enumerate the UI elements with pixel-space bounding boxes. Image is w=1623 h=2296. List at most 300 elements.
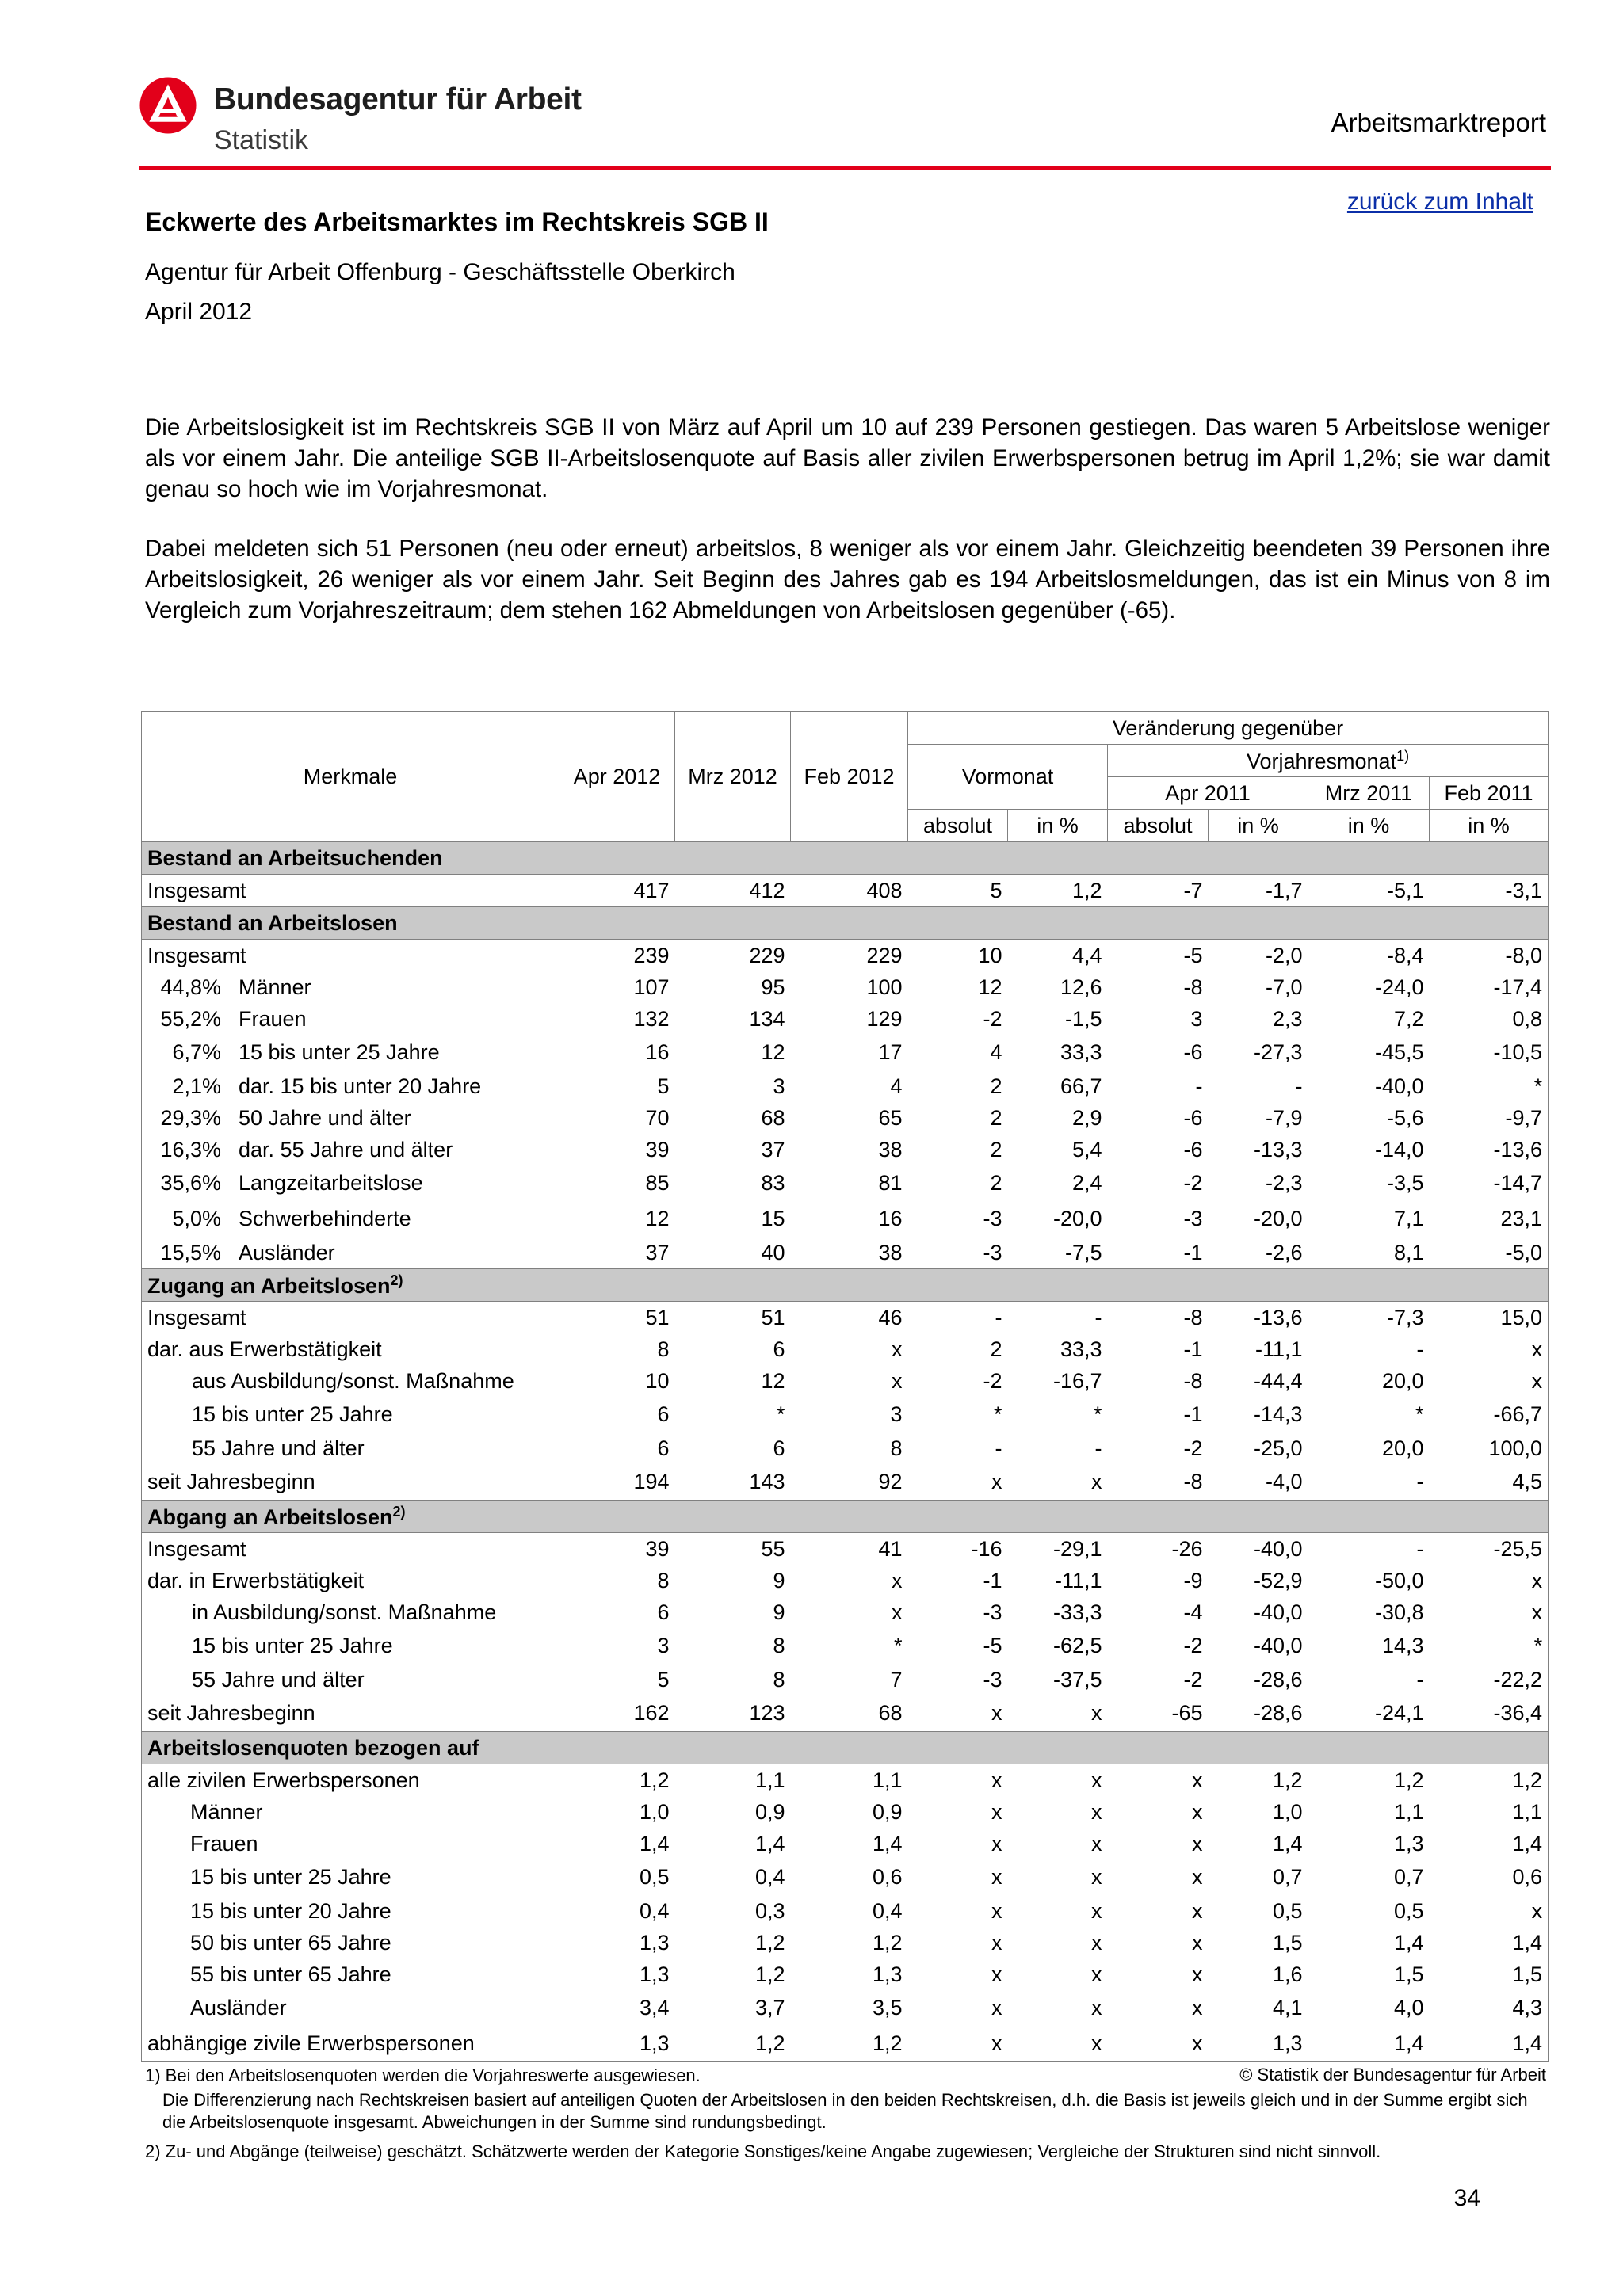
table-cell: 408 [866, 878, 903, 902]
table-cell: -62,5 [1052, 1634, 1102, 1657]
table-cell: x [1091, 1831, 1102, 1855]
table-cell: x [991, 1962, 1002, 1986]
row-label-text: seit Jahresbeginn [147, 1470, 315, 1493]
table-cell: 1,4 [1393, 1930, 1424, 1955]
table-row [142, 1828, 1549, 1859]
table-cell: 0,7 [1393, 1865, 1424, 1889]
table-cell: x [1430, 1333, 1549, 1365]
table-row [142, 1464, 1549, 1501]
table-cell: * [1430, 1070, 1549, 1102]
table-row [142, 1134, 1549, 1165]
table-cell: 1,4 [1430, 2026, 1549, 2062]
table-cell: 8 [773, 1634, 785, 1657]
table-cell: -17,4 [1430, 971, 1549, 1003]
table-cell: 3 [1190, 1006, 1203, 1031]
table-cell: -2,0 [1265, 943, 1303, 967]
table-cell: -33,3 [1052, 1600, 1102, 1624]
table-cell: 3,5 [872, 1996, 903, 2019]
table-cell: 1,4 [1272, 1831, 1303, 1855]
table-cell: 12 [761, 1040, 785, 1064]
table-cell: 70 [645, 1105, 670, 1130]
header-absolut: absolut [1108, 810, 1209, 842]
header-divider [139, 166, 1551, 170]
table-cell: 1,2 [754, 1930, 785, 1955]
table-row [142, 1397, 1549, 1432]
table-cell: 1,3 [1393, 1831, 1424, 1855]
table-cell: 129 [866, 1006, 903, 1031]
row-label-text: dar. 15 bis unter 20 Jahre [239, 1074, 482, 1098]
share-percent: 35,6% [160, 1171, 221, 1195]
brand-name: Bundesagentur für Arbeit [214, 82, 582, 116]
table-cell: 229 [866, 943, 903, 967]
table-cell: 16 [878, 1207, 903, 1230]
table-cell: -16,7 [1052, 1368, 1102, 1393]
row-label [142, 1764, 559, 1797]
table-cell: -50,0 [1374, 1568, 1424, 1592]
table-row [142, 875, 1549, 907]
table-cell: 66,7 [1060, 1074, 1102, 1098]
table-cell: 12 [761, 1368, 785, 1393]
table-cell: 1,4 [1430, 1828, 1549, 1859]
table-cell: -3,1 [1430, 875, 1549, 907]
report-title: Arbeitsmarktreport [1331, 108, 1546, 137]
table-cell: 15 [761, 1207, 785, 1230]
table-cell: -25,0 [1253, 1436, 1303, 1460]
section-label: Abgang an Arbeitslosen$^{2)}$ [142, 1501, 559, 1533]
table-cell: -7,3 [1386, 1305, 1424, 1329]
table-cell: - [1195, 1074, 1203, 1098]
table-row [142, 1365, 1549, 1397]
row-label [142, 1796, 559, 1828]
table-cell: 6 [773, 1337, 785, 1361]
row-label [142, 1432, 559, 1464]
table-cell: 1,4 [1308, 2026, 1430, 2062]
row-label [142, 1464, 559, 1501]
footnote-ref-2: 2) [392, 1503, 406, 1520]
row-label [142, 1859, 559, 1895]
table-cell: x [1192, 1996, 1203, 2019]
page-number: 34 [1453, 2185, 1480, 2211]
share-percent: 2,1% [172, 1074, 221, 1098]
table-cell: -6 [1183, 1137, 1203, 1161]
table-row [142, 1432, 1549, 1464]
table-cell: 1,4 [1430, 1927, 1549, 1958]
table-cell: -30,8 [1374, 1600, 1424, 1624]
table-row [142, 1565, 1549, 1596]
table-cell: -7,5 [1064, 1240, 1102, 1264]
table-row [142, 1990, 1549, 2026]
section-label: Bestand an Arbeitslosen [142, 907, 559, 940]
table-cell: x [991, 1831, 1002, 1855]
table-cell: 9 [773, 1568, 785, 1592]
header-mrz-2012: Mrz 2012 [675, 712, 791, 842]
key-figures-table [141, 711, 1549, 2062]
row-label [142, 1302, 559, 1334]
table-cell: -45,5 [1374, 1040, 1424, 1064]
table-cell: 0,5 [1393, 1898, 1424, 1923]
table-cell: 68 [761, 1105, 785, 1130]
table-cell: -5,0 [1430, 1237, 1549, 1269]
table-cell: -36,4 [1430, 1695, 1549, 1732]
table-cell: 1,2 [1071, 878, 1102, 902]
table-cell: 229 [749, 943, 785, 967]
table-cell: x [991, 1898, 1002, 1923]
table-cell: 1,1 [754, 1768, 785, 1792]
header-feb-2012: Feb 2012 [791, 712, 908, 842]
row-label [142, 875, 559, 907]
header-merkmale: Merkmale [142, 712, 559, 842]
table-cell: -25,5 [1430, 1533, 1549, 1566]
table-cell: 51 [645, 1305, 670, 1329]
table-cell: - [1416, 1337, 1424, 1361]
table-cell: -2 [1183, 1667, 1203, 1691]
table-cell: -4,0 [1265, 1470, 1303, 1493]
table-cell: * [1415, 1402, 1424, 1426]
table-cell: 85 [645, 1171, 670, 1195]
table-cell: 123 [749, 1701, 785, 1725]
table-cell: 107 [633, 974, 670, 999]
table-cell: -8 [1183, 1470, 1203, 1493]
table-cell: 1,0 [639, 1799, 670, 1824]
row-label-text: Langzeitarbeitslose [239, 1171, 423, 1195]
table-cell: - [1416, 1667, 1424, 1691]
table-cell: -2,6 [1265, 1240, 1303, 1264]
table-cell: -8 [1183, 1368, 1203, 1393]
table-cell: 3,7 [754, 1996, 785, 2019]
table-cell: 1,3 [639, 1930, 670, 1955]
table-cell: -24,1 [1374, 1701, 1424, 1725]
table-cell: 0,6 [872, 1865, 903, 1889]
table-cell: 2 [990, 1137, 1002, 1161]
row-label-text: dar. aus Erwerbstätigkeit [147, 1337, 382, 1361]
section-row [142, 1501, 1549, 1533]
summary-paragraph-2: Dabei meldeten sich 51 Personen (neu oder erneut) arbeitslos, 8 weniger als vor einem Jahr. Gleichzeitig beendeten 39 Personen ihre Arbeitslosigkeit, 26 weniger als vor einem Jahr. Seit Beginn des Jahres gab es 194 Arbeitslosmeldungen, das ist ein Minus von 8 im Vergleich zum Vorjahreszeitraum; dem stehen 162 Abmeldungen von Arbeitslosen gegenüber (-65). [145, 536, 1550, 624]
table-cell: 1,1 [1393, 1799, 1424, 1824]
table-cell: x [892, 1568, 903, 1592]
table-cell: 2 [990, 1171, 1002, 1195]
table-cell: -28,6 [1253, 1701, 1303, 1725]
table-cell: 143 [749, 1470, 785, 1493]
table-cell: 1,3 [639, 1962, 670, 1986]
table-cell: x [1192, 1831, 1203, 1855]
table-cell: 162 [633, 1701, 670, 1725]
brand-subtitle: Statistik [214, 125, 309, 155]
table-cell: 0,9 [754, 1799, 785, 1824]
table-cell: x [1192, 1865, 1203, 1889]
row-label-text: in Ausbildung/sonst. Maßnahme [192, 1600, 497, 1624]
table-cell: 9 [773, 1600, 785, 1624]
table-cell: x [892, 1337, 903, 1361]
table-cell: 1,2 [1430, 1764, 1549, 1797]
table-cell: 81 [878, 1171, 903, 1195]
table-cell: -37,5 [1052, 1667, 1102, 1691]
table-row [142, 1796, 1549, 1828]
table-cell: -1,5 [1064, 1006, 1102, 1031]
row-label [142, 1134, 559, 1165]
row-label [142, 1201, 559, 1237]
table-cell: - [995, 1436, 1002, 1460]
table-cell: -8 [1183, 974, 1203, 999]
table-cell: 1,3 [1209, 2026, 1308, 2062]
table-cell: - [1416, 1470, 1424, 1493]
table-row [142, 1070, 1549, 1102]
table-cell: 4,3 [1430, 1990, 1549, 2026]
table-cell: -29,1 [1052, 1536, 1102, 1561]
table-cell: * [893, 1634, 903, 1657]
table-cell: - [1094, 1436, 1102, 1460]
table-cell: 65 [878, 1105, 903, 1130]
section-row [142, 1732, 1549, 1764]
header-vormonat: Vormonat [908, 745, 1108, 810]
table-cell: -22,2 [1430, 1664, 1549, 1695]
row-label-text: alle zivilen Erwerbspersonen [147, 1768, 420, 1792]
section-fill [559, 1732, 1549, 1764]
table-cell: x [1430, 1596, 1549, 1628]
table-cell: -52,9 [1253, 1568, 1303, 1592]
row-label-text: 15 bis unter 25 Jahre [192, 1634, 393, 1657]
table-cell: -44,4 [1253, 1368, 1303, 1393]
table-cell: x [1108, 2026, 1209, 2062]
table-cell: 5 [990, 878, 1002, 902]
table-cell: x [1192, 1799, 1203, 1824]
row-label-text: Ausländer [239, 1240, 335, 1264]
table-cell: x [1430, 1565, 1549, 1596]
table-cell: x [991, 1865, 1002, 1889]
table-cell: 0,7 [1272, 1865, 1303, 1889]
table-cell: x [1091, 1865, 1102, 1889]
table-cell: 1,2 [754, 1962, 785, 1986]
table-cell: 3 [657, 1634, 670, 1657]
header-in-pct: in % [1308, 810, 1430, 842]
share-percent: 44,8% [160, 974, 221, 999]
table-cell: 0,5 [639, 1865, 670, 1889]
section-row [142, 842, 1549, 875]
row-label-text: 55 Jahre und älter [192, 1436, 365, 1460]
back-to-contents-link[interactable]: zurück zum Inhalt [1346, 189, 1533, 215]
table-cell: -14,3 [1253, 1402, 1303, 1426]
table-cell: x [1091, 1962, 1102, 1986]
footnote-1: 1) Bei den Arbeitslosenquoten werden die Vorjahreswerte ausgewiesen. [145, 2065, 701, 2085]
table-cell: -3 [983, 1240, 1002, 1264]
table-cell: x [892, 1600, 903, 1624]
table-cell: 46 [878, 1305, 903, 1329]
table-cell: 8 [657, 1568, 670, 1592]
row-label-text: 15 bis unter 20 Jahre [190, 1898, 391, 1923]
table-cell: 33,3 [1060, 1337, 1102, 1361]
section-fill [559, 842, 1549, 875]
table-cell: 0,5 [1272, 1898, 1303, 1923]
table-cell: -1 [1183, 1337, 1203, 1361]
table-cell: -3 [983, 1207, 1002, 1230]
table-cell: 4,4 [1071, 943, 1102, 967]
row-label-text: 15 bis unter 25 Jahre [192, 1402, 393, 1426]
row-label-text: Schwerbehinderte [239, 1207, 411, 1230]
table-cell: -8,0 [1430, 940, 1549, 972]
table-cell: -7,9 [1265, 1105, 1303, 1130]
table-cell: -6 [1183, 1040, 1203, 1064]
table-cell: -40,0 [1253, 1600, 1303, 1624]
table-cell: 2 [990, 1337, 1002, 1361]
table-row [142, 1695, 1549, 1732]
table-cell: -5,6 [1386, 1105, 1424, 1130]
row-label-text: 15 bis unter 25 Jahre [190, 1865, 391, 1889]
table-row [142, 1102, 1549, 1134]
table-cell: 37 [761, 1137, 785, 1161]
table-row [142, 1237, 1549, 1269]
table-cell: -2 [1183, 1171, 1203, 1195]
table-cell: 55 [761, 1536, 785, 1561]
table-cell: 1,3 [872, 1962, 903, 1986]
table-cell: 1,4 [754, 1831, 785, 1855]
table-cell: -4 [1183, 1600, 1203, 1624]
row-label-text: Insgesamt [147, 943, 246, 967]
table-cell: -2 [983, 1006, 1002, 1031]
table-cell: 1,0 [1272, 1799, 1303, 1824]
row-label-text: 15 bis unter 25 Jahre [239, 1040, 440, 1064]
table-cell: 4,5 [1430, 1464, 1549, 1501]
header-apr-2012: Apr 2012 [559, 712, 675, 842]
table-cell: 5 [657, 1667, 670, 1691]
table-cell: -2,3 [1265, 1171, 1303, 1195]
table-cell: 83 [761, 1171, 785, 1195]
table-cell: 1,4 [639, 1831, 670, 1855]
table-cell: 14,3 [1381, 1634, 1424, 1657]
table-cell: -3 [983, 1667, 1002, 1691]
share-percent: 6,7% [172, 1040, 221, 1064]
table-cell: x [991, 1701, 1002, 1725]
table-cell: 39 [645, 1536, 670, 1561]
table-cell: - [1416, 1536, 1424, 1561]
table-cell: 1,5 [1393, 1962, 1424, 1986]
table-cell: -11,1 [1054, 1568, 1102, 1592]
row-label [142, 1365, 559, 1397]
table-cell: -26 [1171, 1536, 1203, 1561]
table-cell: 5,4 [1071, 1137, 1102, 1161]
table-cell: -2 [1183, 1634, 1203, 1657]
row-label [142, 1237, 559, 1269]
table-cell: -1 [983, 1568, 1002, 1592]
table-cell: x [908, 2026, 1008, 2062]
section-label: Bestand an Arbeitsuchenden [142, 842, 559, 875]
row-label [142, 1990, 559, 2026]
row-label [142, 1664, 559, 1695]
table-cell: - [995, 1305, 1002, 1329]
footnote-2: 2) Zu- und Abgänge (teilweise) geschätzt. Schätzwerte werden der Kategorie Sonstiges/keine Angabe zugewiesen; Vergleiche der Strukturen sind nicht sinnvoll. [145, 2142, 1381, 2161]
table-cell: 10 [978, 943, 1002, 967]
row-label-text: Insgesamt [147, 878, 246, 902]
row-label [142, 1958, 559, 1990]
table-cell: 1,2 [639, 1768, 670, 1792]
table-cell: -7 [1183, 878, 1203, 902]
table-cell: 0,4 [872, 1898, 903, 1923]
share-percent: 5,0% [172, 1207, 221, 1230]
share-percent: 15,5% [160, 1240, 221, 1264]
row-label-text: dar. 55 Jahre und älter [239, 1137, 453, 1161]
row-label [142, 1927, 559, 1958]
row-label [142, 1695, 559, 1732]
table-cell: 1,2 [791, 2026, 908, 2062]
agency-name: Agentur für Arbeit Offenburg - Geschäftsstelle Oberkirch [145, 259, 735, 285]
table-cell: 8 [773, 1667, 785, 1691]
table-cell: 2,9 [1071, 1105, 1102, 1130]
table-cell: -13,3 [1253, 1137, 1303, 1161]
share-percent: 29,3% [160, 1105, 221, 1130]
row-label [142, 971, 559, 1003]
table-cell: 39 [645, 1137, 670, 1161]
footnote-ref-2: 2) [390, 1272, 403, 1288]
table-cell: -3 [1183, 1207, 1203, 1230]
row-label [142, 1828, 559, 1859]
section-fill [559, 907, 1549, 940]
table-row [142, 1764, 1549, 1797]
row-label-text: 55 bis unter 65 Jahre [190, 1962, 391, 1986]
row-label-text: 55 Jahre und älter [192, 1667, 365, 1691]
table-cell: x [1091, 1701, 1102, 1725]
page-title: Eckwerte des Arbeitsmarktes im Rechtskreis SGB II [145, 208, 769, 236]
row-label [142, 1596, 559, 1628]
table-row [142, 1596, 1549, 1628]
row-label-text: aus Ausbildung/sonst. Maßnahme [192, 1368, 514, 1393]
header-feb-2011: Feb 2011 [1430, 777, 1549, 810]
table-cell: 95 [761, 974, 785, 999]
table-row [142, 1895, 1549, 1927]
table-cell: -40,0 [1253, 1634, 1303, 1657]
row-label [142, 2026, 559, 2062]
header-in-pct: in % [1209, 810, 1308, 842]
table-cell: 1,2 [1272, 1768, 1303, 1792]
row-label [142, 940, 559, 972]
table-cell: x [1192, 1898, 1203, 1923]
row-label-text: dar. in Erwerbstätigkeit [147, 1568, 365, 1592]
table-row [142, 971, 1549, 1003]
table-cell: x [991, 1799, 1002, 1824]
table-cell: - [1094, 1305, 1102, 1329]
table-row [142, 940, 1549, 972]
table-row [142, 1333, 1549, 1365]
table-cell: 4,1 [1272, 1996, 1303, 2019]
table-cell: 20,0 [1381, 1368, 1424, 1393]
table-cell: x [991, 1470, 1002, 1493]
table-cell: - [1295, 1074, 1303, 1098]
ba-logo-icon [139, 76, 197, 135]
table-cell: -28,6 [1253, 1667, 1303, 1691]
table-row [142, 1003, 1549, 1035]
table-cell: 0,4 [639, 1898, 670, 1923]
row-label-text: Insgesamt [147, 1305, 246, 1329]
table-cell: 2 [990, 1074, 1002, 1098]
table-cell: 6 [657, 1436, 670, 1460]
table-cell: * [993, 1402, 1002, 1426]
table-cell: 194 [633, 1470, 670, 1493]
table-cell: 132 [633, 1006, 670, 1031]
row-label [142, 1070, 559, 1102]
section-label: Arbeitslosenquoten bezogen auf [142, 1732, 559, 1764]
table-cell: -5,1 [1386, 878, 1424, 902]
table-cell: 15,0 [1430, 1302, 1549, 1334]
footnote-1-detail: Die Differenzierung nach Rechtskreisen basiert auf anteiligen Quoten der Arbeitslosen in den beiden Rechtskreisen, d.h. die Basis ist jeweils gleich und in der Summe ergibt sich die Arbeitslosenquote insgesamt. Abweichungen in der Summe sind rundungsbedingt. [162, 2090, 1528, 2132]
table-cell: x [1091, 1799, 1102, 1824]
table-cell: 8 [657, 1337, 670, 1361]
copyright: © Statistik der Bundesagentur für Arbeit [1239, 2065, 1546, 2084]
table-cell: -27,3 [1253, 1040, 1303, 1064]
summary-paragraph-1: Die Arbeitslosigkeit ist im Rechtskreis SGB II von März auf April um 10 auf 239 Personen gestiegen. Das waren 5 Arbeitslose weniger als vor einem Jahr. Die anteilige SGB II-Arbeitslosenquote auf Basis aller zivilen Erwerbspersonen betrug im April 1,2%; sie war damit genau so hoch wie im Vorjahresmonat. [145, 414, 1550, 502]
table-cell: -8,4 [1386, 943, 1424, 967]
table-cell: 7,2 [1393, 1006, 1424, 1031]
table-cell: x [991, 1996, 1002, 2019]
table-cell: 23,1 [1430, 1201, 1549, 1237]
table-cell: 0,9 [872, 1799, 903, 1824]
table-cell: -14,7 [1430, 1165, 1549, 1201]
